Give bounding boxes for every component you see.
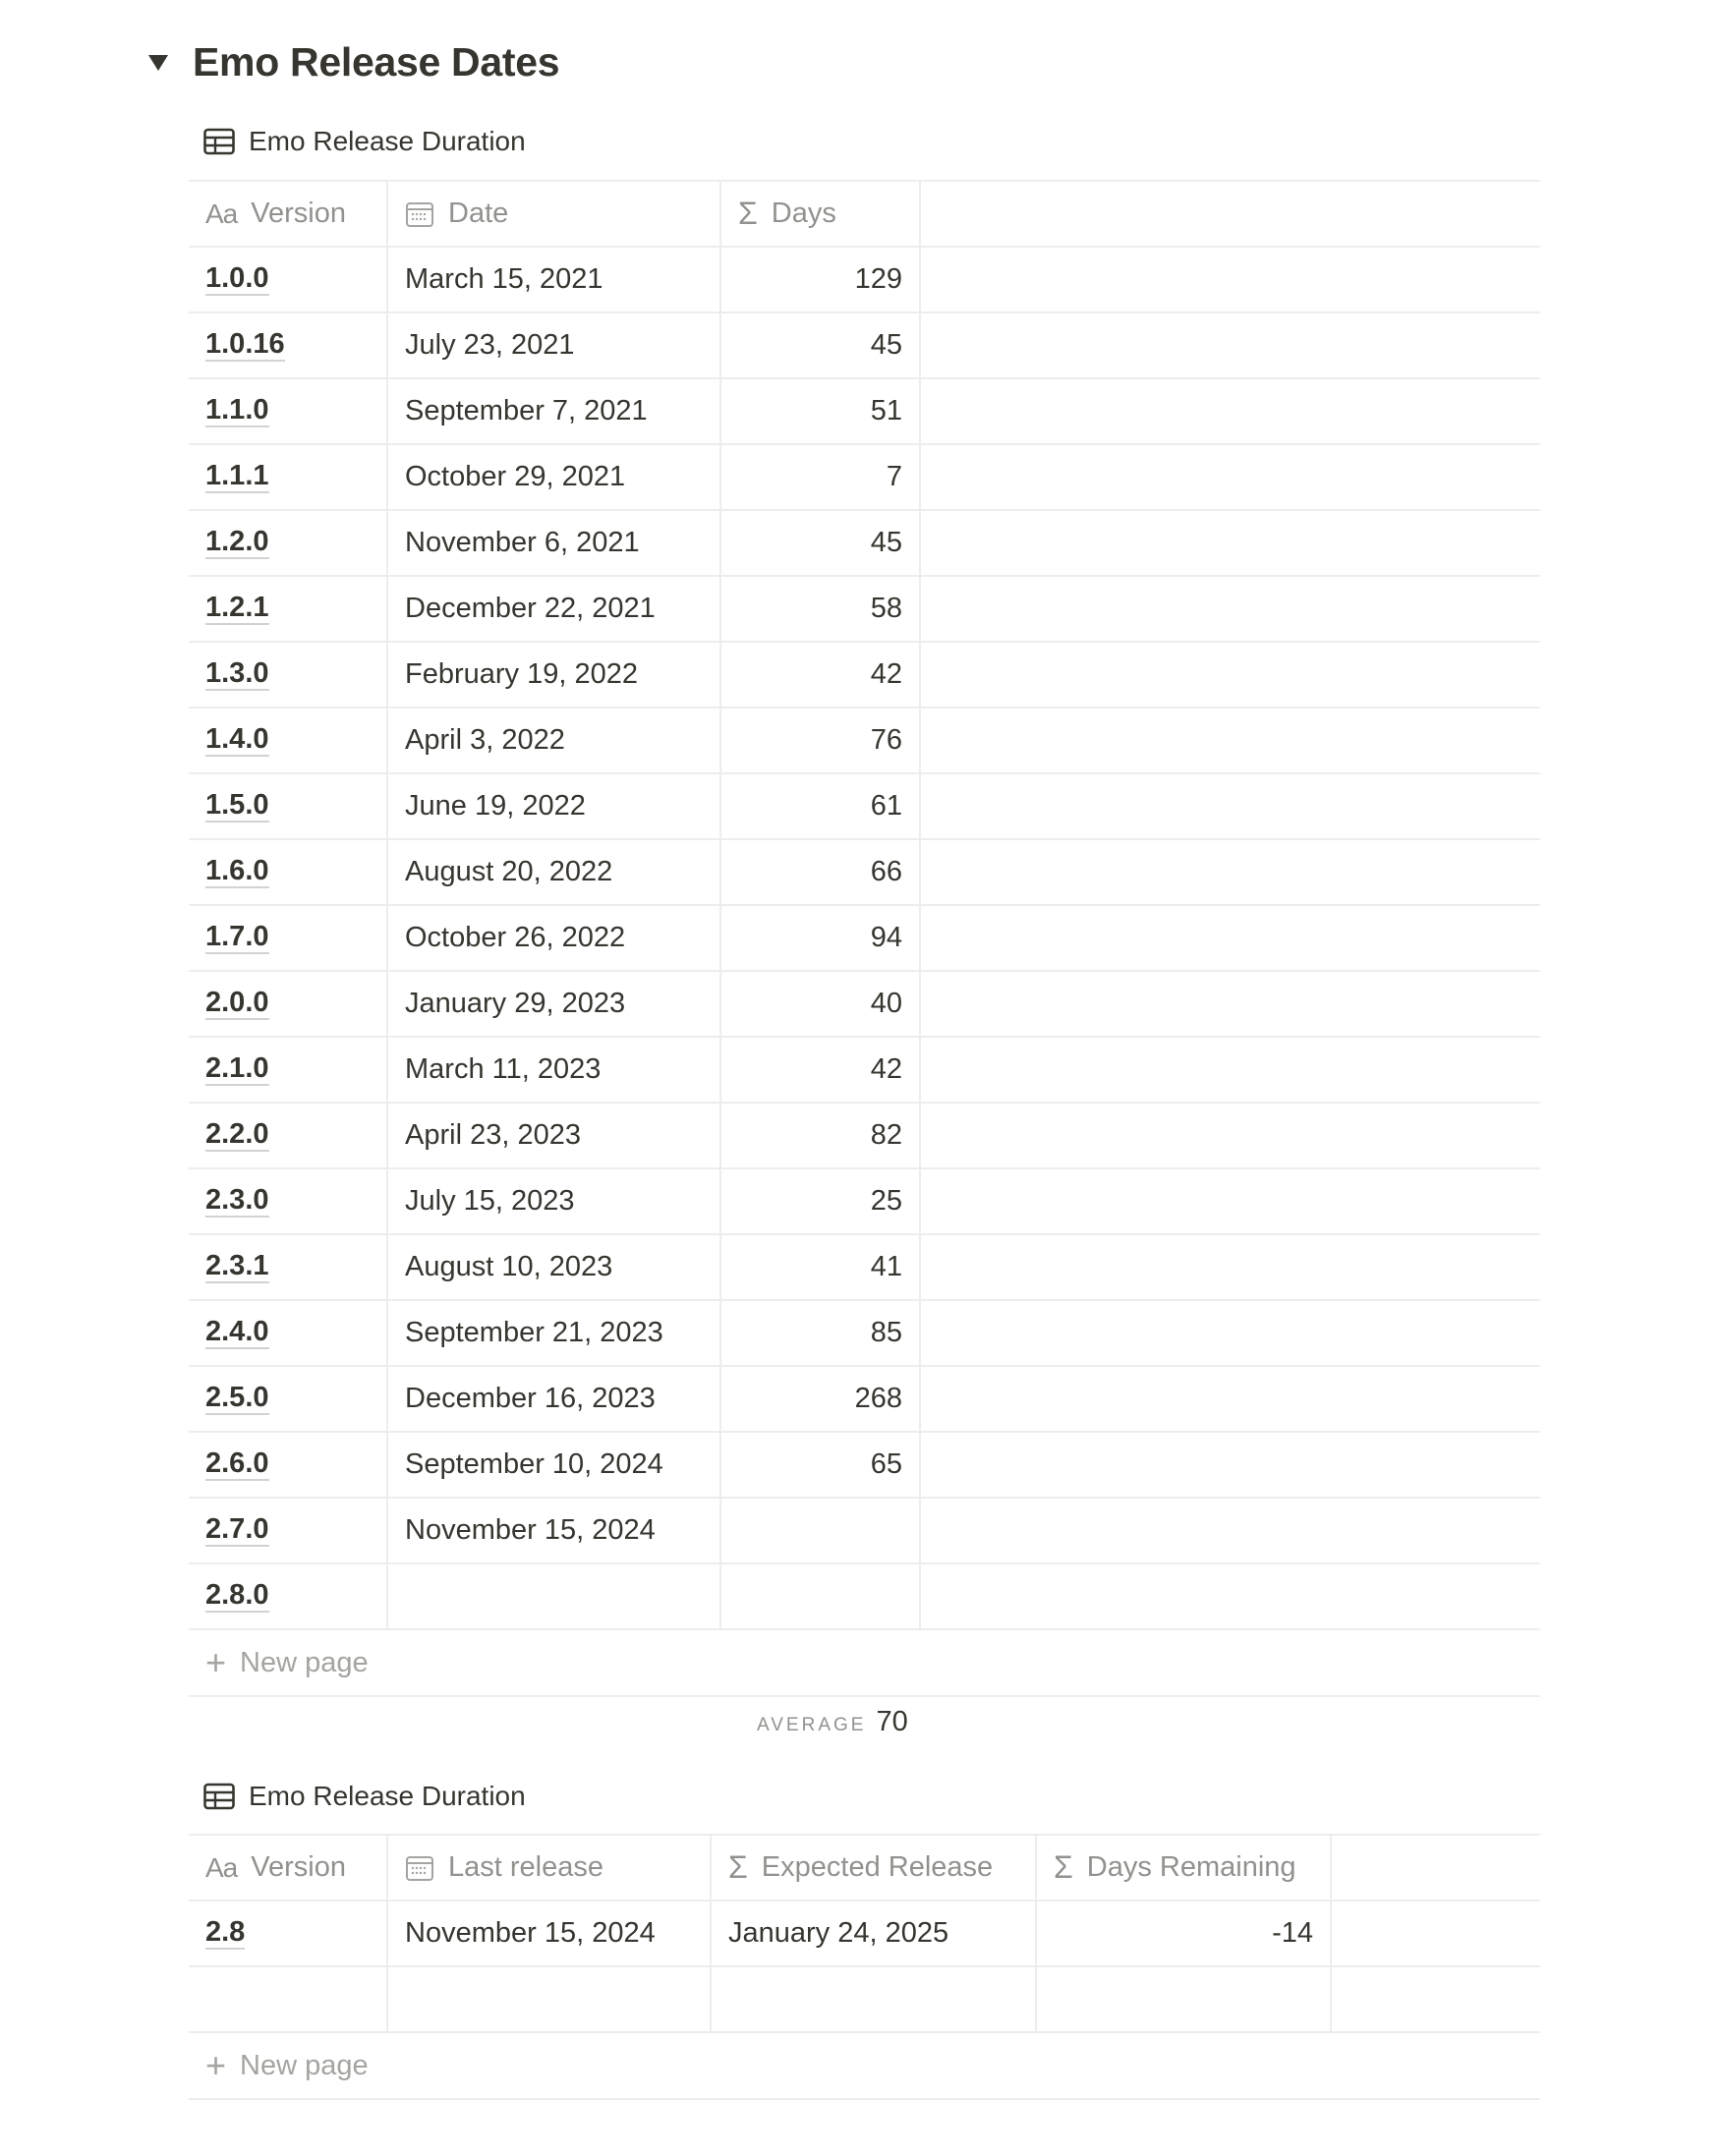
cell-version-value[interactable]: 1.7.0 bbox=[205, 922, 269, 955]
column-label: Date bbox=[448, 198, 509, 229]
column-header-expected-release[interactable] bbox=[712, 1836, 1037, 1900]
cell-days[interactable] bbox=[721, 1564, 921, 1628]
database-title-2[interactable] bbox=[203, 1781, 526, 1812]
cell-date-value: March 15, 2021 bbox=[405, 263, 603, 295]
cell-date-value: November 15, 2024 bbox=[405, 1514, 656, 1546]
cell-empty bbox=[921, 709, 1540, 772]
column-header-version[interactable] bbox=[189, 1836, 388, 1900]
cell-days-value: 45 bbox=[870, 527, 902, 558]
cell-empty bbox=[921, 445, 1540, 509]
cell-date[interactable] bbox=[388, 840, 721, 904]
table-row bbox=[189, 906, 1540, 972]
cell-date-value: September 21, 2023 bbox=[405, 1317, 663, 1348]
cell-date-value: January 29, 2023 bbox=[405, 988, 626, 1019]
cell-date[interactable] bbox=[388, 1301, 721, 1365]
cell-version-value[interactable]: 2.8.0 bbox=[205, 1580, 269, 1614]
cell-version-value[interactable]: 2.6.0 bbox=[205, 1448, 269, 1482]
cell-date[interactable] bbox=[388, 1367, 721, 1431]
cell-empty bbox=[921, 1301, 1540, 1365]
cell-empty bbox=[921, 1499, 1540, 1562]
table-row bbox=[189, 1967, 1540, 2033]
cell-empty bbox=[921, 972, 1540, 1036]
cell-version-value[interactable]: 1.0.0 bbox=[205, 263, 269, 297]
cell-version[interactable] bbox=[189, 1433, 388, 1497]
table-row bbox=[189, 379, 1540, 445]
cell-version-value[interactable]: 1.3.0 bbox=[205, 658, 269, 692]
cell-version[interactable] bbox=[189, 1901, 388, 1965]
cell-empty bbox=[921, 1038, 1540, 1102]
table-row bbox=[189, 577, 1540, 643]
table-row bbox=[189, 1499, 1540, 1564]
cell-days-value: 42 bbox=[870, 1053, 902, 1085]
cell-date[interactable] bbox=[388, 1038, 721, 1102]
cell-days[interactable] bbox=[721, 1367, 921, 1431]
cell-version-value[interactable]: 2.5.0 bbox=[205, 1383, 269, 1416]
cell-days[interactable] bbox=[721, 840, 921, 904]
cell-days[interactable] bbox=[721, 1104, 921, 1167]
cell-days[interactable] bbox=[721, 906, 921, 970]
table-row bbox=[189, 1367, 1540, 1433]
cell-expected-release[interactable] bbox=[712, 1901, 1037, 1965]
cell-days-value: 25 bbox=[870, 1185, 902, 1217]
cell-date-value: August 20, 2022 bbox=[405, 856, 613, 887]
cell-days[interactable] bbox=[721, 313, 921, 377]
cell-empty bbox=[921, 379, 1540, 443]
cell-days-value: 129 bbox=[854, 263, 902, 295]
cell-date[interactable] bbox=[388, 1433, 721, 1497]
cell-date[interactable] bbox=[388, 379, 721, 443]
cell-last-release[interactable] bbox=[388, 1901, 712, 1965]
cell-date[interactable] bbox=[388, 643, 721, 707]
cell-days[interactable] bbox=[721, 774, 921, 838]
cell-date-value: December 16, 2023 bbox=[405, 1383, 656, 1414]
calendar-icon bbox=[405, 200, 434, 228]
table-row bbox=[189, 972, 1540, 1038]
text-property-icon: Aa bbox=[205, 1851, 238, 1883]
table-row bbox=[189, 511, 1540, 577]
cell-date[interactable] bbox=[388, 1564, 721, 1628]
table-row bbox=[189, 774, 1540, 840]
table-row bbox=[189, 1104, 1540, 1169]
expected-release-table bbox=[189, 1834, 1540, 2100]
cell-days[interactable] bbox=[721, 1038, 921, 1102]
cell-date[interactable] bbox=[388, 709, 721, 772]
database-title-1[interactable] bbox=[203, 126, 526, 157]
cell-days[interactable] bbox=[721, 972, 921, 1036]
cell-version[interactable] bbox=[189, 1038, 388, 1102]
cell-days-value: 7 bbox=[886, 461, 902, 492]
cell-date[interactable] bbox=[388, 1235, 721, 1299]
cell-version[interactable] bbox=[189, 1235, 388, 1299]
cell-version[interactable] bbox=[189, 1967, 388, 2031]
cell-version-value[interactable]: 1.2.0 bbox=[205, 527, 269, 560]
cell-version[interactable] bbox=[189, 643, 388, 707]
cell-days-value: 41 bbox=[870, 1251, 902, 1282]
table-row bbox=[189, 709, 1540, 774]
cell-date[interactable] bbox=[388, 577, 721, 641]
cell-empty bbox=[921, 313, 1540, 377]
cell-days[interactable] bbox=[721, 1169, 921, 1233]
cell-days[interactable] bbox=[721, 709, 921, 772]
cell-version[interactable] bbox=[189, 709, 388, 772]
cell-days-remaining-value: -14 bbox=[1272, 1917, 1313, 1949]
release-duration-table bbox=[189, 180, 1540, 1697]
cell-days-value: 268 bbox=[854, 1383, 902, 1414]
cell-version-value[interactable]: 1.1.0 bbox=[205, 395, 269, 428]
cell-days-value: 85 bbox=[870, 1317, 902, 1348]
formula-icon: Σ bbox=[1054, 1849, 1073, 1885]
cell-date[interactable] bbox=[388, 972, 721, 1036]
cell-date[interactable] bbox=[388, 1104, 721, 1167]
aggregate-label: AVERAGE bbox=[757, 1715, 867, 1735]
cell-version[interactable] bbox=[189, 1169, 388, 1233]
table-row bbox=[189, 445, 1540, 511]
cell-date-value: April 23, 2023 bbox=[405, 1119, 581, 1151]
cell-version-value[interactable]: 1.0.16 bbox=[205, 329, 285, 363]
cell-days[interactable] bbox=[721, 445, 921, 509]
cell-version-value[interactable]: 2.3.1 bbox=[205, 1251, 269, 1284]
cell-version[interactable] bbox=[189, 840, 388, 904]
cell-date-value: September 10, 2024 bbox=[405, 1448, 663, 1480]
new-page-label: New page bbox=[240, 2049, 369, 2081]
cell-date-value: March 11, 2023 bbox=[405, 1053, 602, 1085]
table-row bbox=[189, 840, 1540, 906]
text-property-icon: Aa bbox=[205, 198, 238, 229]
cell-days[interactable] bbox=[721, 1301, 921, 1365]
column-header-empty bbox=[921, 182, 1540, 246]
cell-empty bbox=[921, 1104, 1540, 1167]
cell-version-value[interactable]: 2.7.0 bbox=[205, 1514, 269, 1548]
cell-days-value: 58 bbox=[870, 593, 902, 624]
table-icon bbox=[203, 128, 235, 155]
column-header-days[interactable] bbox=[721, 182, 921, 246]
cell-version[interactable] bbox=[189, 972, 388, 1036]
column-label: Version bbox=[251, 1851, 346, 1883]
cell-days-value: 61 bbox=[870, 790, 902, 822]
cell-days-remaining[interactable] bbox=[1037, 1967, 1332, 2031]
column-header-empty bbox=[1332, 1836, 1540, 1900]
cell-date[interactable] bbox=[388, 774, 721, 838]
toggle-heading[interactable] bbox=[145, 39, 559, 85]
cell-days-value: 65 bbox=[870, 1448, 902, 1480]
cell-empty bbox=[921, 1564, 1540, 1628]
cell-empty bbox=[921, 774, 1540, 838]
column-header-version[interactable] bbox=[189, 182, 388, 246]
cell-version[interactable] bbox=[189, 1367, 388, 1431]
cell-empty bbox=[921, 248, 1540, 312]
cell-version[interactable] bbox=[189, 313, 388, 377]
column-label: Days Remaining bbox=[1086, 1851, 1296, 1883]
column-header-last-release[interactable] bbox=[388, 1836, 712, 1900]
cell-version-value[interactable]: 2.3.0 bbox=[205, 1185, 269, 1219]
plus-icon: + bbox=[205, 1642, 227, 1682]
cell-date-value: October 29, 2021 bbox=[405, 461, 626, 492]
table-row bbox=[189, 1235, 1540, 1301]
table-row bbox=[189, 313, 1540, 379]
cell-empty bbox=[921, 643, 1540, 707]
cell-days[interactable] bbox=[721, 1235, 921, 1299]
cell-version[interactable] bbox=[189, 248, 388, 312]
cell-version[interactable] bbox=[189, 379, 388, 443]
aggregate-value: 70 bbox=[876, 1706, 908, 1737]
table-row bbox=[189, 643, 1540, 709]
cell-date-value: June 19, 2022 bbox=[405, 790, 586, 822]
cell-expected-release-value: January 24, 2025 bbox=[728, 1917, 949, 1949]
cell-days-remaining[interactable] bbox=[1037, 1901, 1332, 1965]
cell-version[interactable] bbox=[189, 1301, 388, 1365]
column-label: Last release bbox=[448, 1851, 603, 1883]
cell-version-value[interactable]: 2.0.0 bbox=[205, 988, 269, 1021]
formula-icon: Σ bbox=[728, 1849, 748, 1885]
table-row bbox=[189, 1901, 1540, 1967]
calendar-icon bbox=[405, 1854, 434, 1882]
new-page-button[interactable] bbox=[189, 1630, 1540, 1697]
table-row bbox=[189, 1564, 1540, 1630]
cell-date[interactable] bbox=[388, 1169, 721, 1233]
cell-empty bbox=[921, 840, 1540, 904]
cell-days[interactable] bbox=[721, 379, 921, 443]
cell-days-value: 76 bbox=[870, 724, 902, 756]
cell-days[interactable] bbox=[721, 248, 921, 312]
cell-empty bbox=[921, 1235, 1540, 1299]
cell-days[interactable] bbox=[721, 1433, 921, 1497]
cell-date-value: December 22, 2021 bbox=[405, 593, 656, 624]
cell-version-value[interactable]: 2.8 bbox=[205, 1917, 245, 1951]
database-title-text: Emo Release Duration bbox=[249, 1781, 526, 1811]
column-header-days-remaining[interactable] bbox=[1037, 1836, 1332, 1900]
cell-days-value: 51 bbox=[870, 395, 902, 426]
cell-empty bbox=[1332, 1967, 1540, 2031]
cell-version-value[interactable]: 2.1.0 bbox=[205, 1053, 269, 1087]
cell-date[interactable] bbox=[388, 511, 721, 575]
plus-icon: + bbox=[205, 2045, 227, 2085]
column-label: Days bbox=[771, 198, 836, 229]
cell-version[interactable] bbox=[189, 511, 388, 575]
cell-version[interactable] bbox=[189, 445, 388, 509]
cell-days[interactable] bbox=[721, 511, 921, 575]
cell-date[interactable] bbox=[388, 445, 721, 509]
table-row bbox=[189, 248, 1540, 313]
table-header bbox=[189, 182, 1540, 248]
new-page-button[interactable] bbox=[189, 2033, 1540, 2100]
cell-version-value[interactable]: 1.5.0 bbox=[205, 790, 269, 823]
cell-version-value[interactable]: 2.2.0 bbox=[205, 1119, 269, 1153]
table-header bbox=[189, 1836, 1540, 1901]
column-label: Version bbox=[251, 198, 346, 229]
cell-date[interactable] bbox=[388, 248, 721, 312]
database-title-text: Emo Release Duration bbox=[249, 126, 526, 156]
cell-version[interactable] bbox=[189, 774, 388, 838]
cell-empty bbox=[921, 1169, 1540, 1233]
table-row bbox=[189, 1038, 1540, 1104]
cell-date-value: September 7, 2021 bbox=[405, 395, 648, 426]
cell-version[interactable] bbox=[189, 577, 388, 641]
cell-days[interactable] bbox=[721, 1499, 921, 1562]
cell-empty bbox=[921, 1433, 1540, 1497]
table-row bbox=[189, 1433, 1540, 1499]
cell-date[interactable] bbox=[388, 313, 721, 377]
table-icon bbox=[203, 1783, 235, 1810]
cell-last-release-value: November 15, 2024 bbox=[405, 1917, 656, 1949]
cell-empty bbox=[921, 906, 1540, 970]
column-header-date[interactable] bbox=[388, 182, 721, 246]
cell-empty bbox=[1332, 1901, 1540, 1965]
cell-version-value[interactable]: 2.4.0 bbox=[205, 1317, 269, 1350]
cell-version[interactable] bbox=[189, 1564, 388, 1628]
table-row bbox=[189, 1301, 1540, 1367]
cell-days[interactable] bbox=[721, 577, 921, 641]
cell-version[interactable] bbox=[189, 1499, 388, 1562]
cell-version-value[interactable]: 1.6.0 bbox=[205, 856, 269, 889]
cell-date-value: July 23, 2021 bbox=[405, 329, 575, 361]
cell-version[interactable] bbox=[189, 1104, 388, 1167]
cell-version-value[interactable]: 1.4.0 bbox=[205, 724, 269, 758]
cell-days-value: 82 bbox=[870, 1119, 902, 1151]
cell-days-value: 40 bbox=[870, 988, 902, 1019]
heading-title: Emo Release Dates bbox=[193, 39, 560, 85]
cell-date-value: August 10, 2023 bbox=[405, 1251, 613, 1282]
table-row bbox=[189, 1169, 1540, 1235]
cell-version[interactable] bbox=[189, 906, 388, 970]
formula-icon: Σ bbox=[738, 196, 758, 231]
cell-empty bbox=[921, 1367, 1540, 1431]
triangle-down-icon[interactable] bbox=[145, 50, 171, 76]
cell-days-value: 94 bbox=[870, 922, 902, 953]
cell-version-value[interactable]: 1.2.1 bbox=[205, 593, 269, 626]
new-page-label: New page bbox=[240, 1646, 369, 1678]
cell-date[interactable] bbox=[388, 1499, 721, 1562]
cell-days-value: 66 bbox=[870, 856, 902, 887]
cell-expected-release[interactable] bbox=[712, 1967, 1037, 2031]
cell-days[interactable] bbox=[721, 643, 921, 707]
cell-empty bbox=[921, 577, 1540, 641]
cell-date-value: February 19, 2022 bbox=[405, 658, 638, 690]
cell-days-value: 42 bbox=[870, 658, 902, 690]
cell-date[interactable] bbox=[388, 906, 721, 970]
cell-date-value: October 26, 2022 bbox=[405, 922, 626, 953]
cell-date-value: November 6, 2021 bbox=[405, 527, 640, 558]
cell-date-value: July 15, 2023 bbox=[405, 1185, 575, 1217]
cell-empty bbox=[921, 511, 1540, 575]
column-label: Expected Release bbox=[761, 1851, 994, 1883]
cell-date-value: April 3, 2022 bbox=[405, 724, 565, 756]
cell-last-release[interactable] bbox=[388, 1967, 712, 2031]
cell-version-value[interactable]: 1.1.1 bbox=[205, 461, 269, 494]
cell-days-value: 45 bbox=[870, 329, 902, 361]
